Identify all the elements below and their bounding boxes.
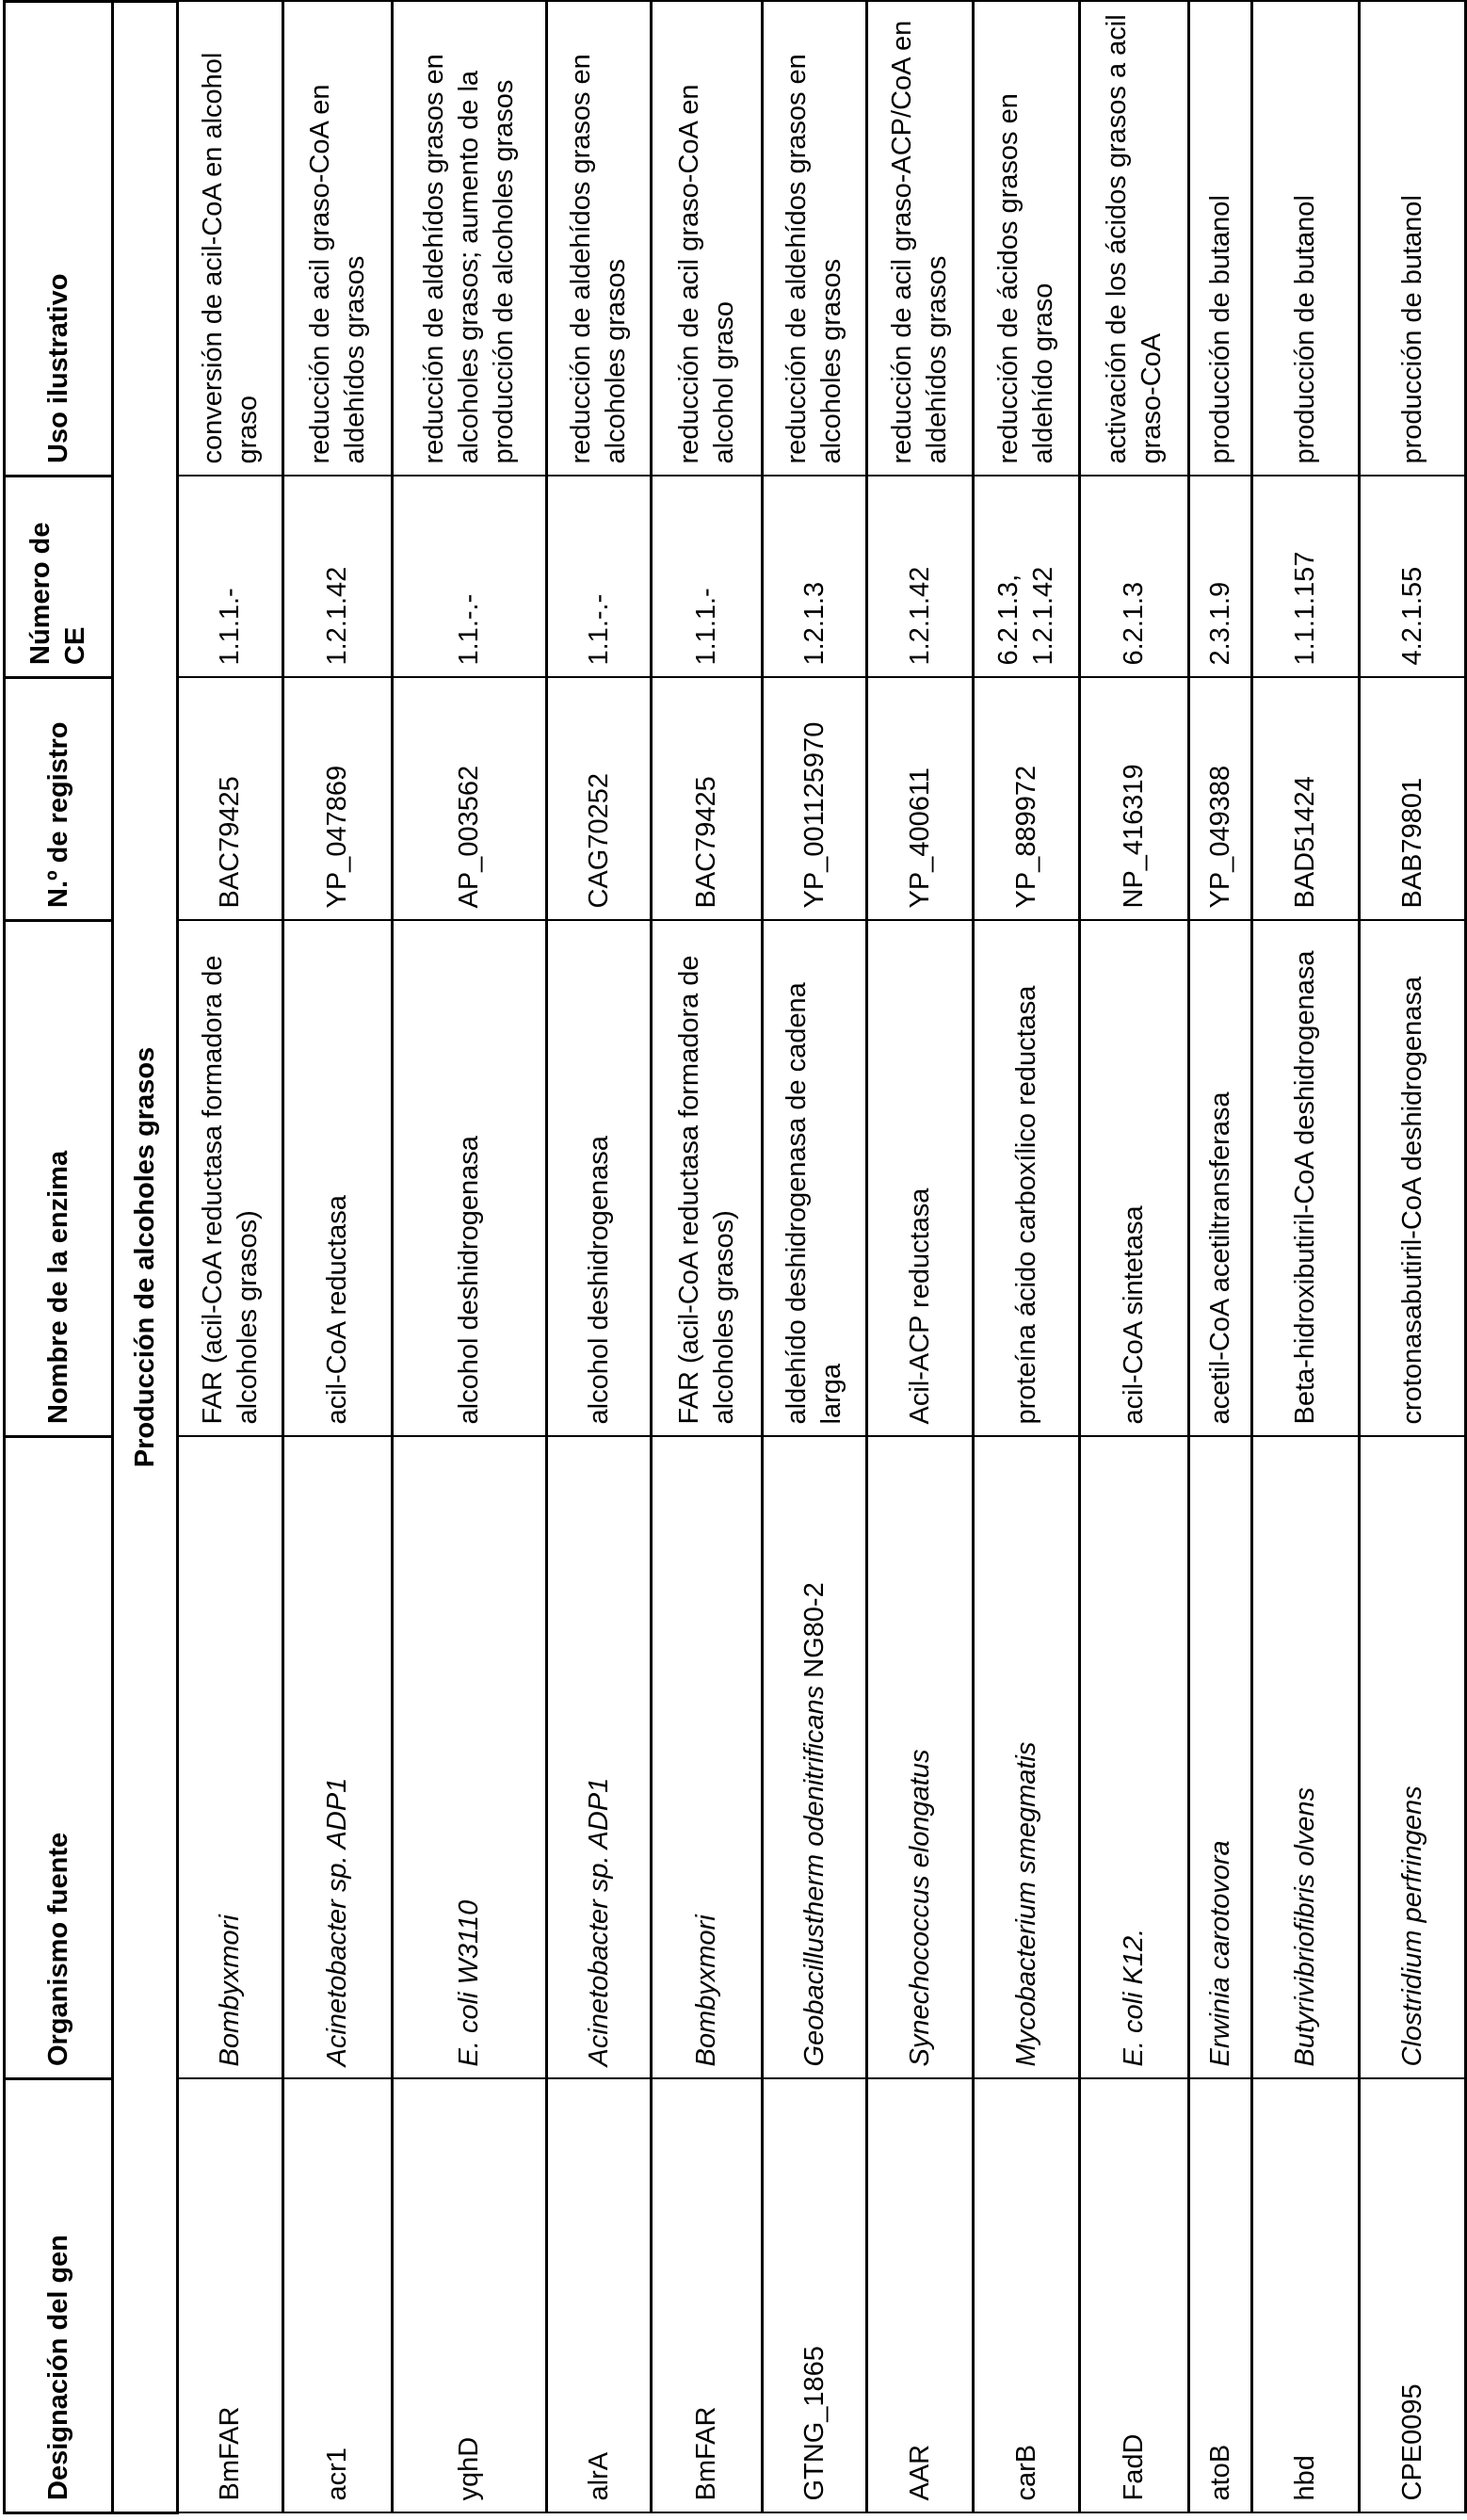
organism-name: Clostridium perfringens xyxy=(1397,1785,1427,2066)
organism-name: E. coli K12. xyxy=(1119,1929,1149,2067)
organism-cell xyxy=(393,1437,547,2079)
accession-cell: BAC79425 xyxy=(178,678,283,921)
accession-cell: YP_047869 xyxy=(283,678,393,921)
ec-number-cell: 2.3.1.9 xyxy=(1189,477,1252,678)
use-cell: reducción de ácidos grasos en aldehído graso xyxy=(974,2,1080,477)
header-organism: Organismo fuente xyxy=(5,1437,113,2079)
use-cell: conversión de acil-CoA en alcohol graso xyxy=(178,2,283,477)
use-cell: reducción de aldehídos grasos en alcoholes grasos xyxy=(547,2,652,477)
accession-cell: YP_889972 xyxy=(974,678,1080,921)
enzyme-cell: acil-CoA sintetasa xyxy=(1080,921,1189,1437)
enzyme-cell: proteína ácido carboxílico reductasa xyxy=(974,921,1080,1437)
ec-number-cell: 1.1.1.- xyxy=(652,477,763,678)
enzyme-cell: FAR (acil-CoA reductasa formadora de alcoholes grasos) xyxy=(178,921,283,1437)
ec-number-cell: 1.1.1.157 xyxy=(1252,477,1360,678)
header-row xyxy=(5,2,113,2513)
organism-cell xyxy=(547,1437,652,2079)
ec-number-cell: 1.1.1.- xyxy=(178,477,283,678)
gene-cell: GTNG_1865 xyxy=(763,2079,867,2513)
organism-name: Acinetobacter sp. ADP1 xyxy=(322,1778,352,2067)
use-cell: reducción de acil graso-ACP/CoA en aldehídos grasos xyxy=(867,2,974,477)
organism-cell xyxy=(867,1437,974,2079)
organism-cell xyxy=(652,1437,763,2079)
table-row xyxy=(1189,2,1252,2513)
enzyme-cell: alcohol deshidrogenasa xyxy=(547,921,652,1437)
organism-name: Mycobacterium smegmatis xyxy=(1011,1742,1041,2067)
gene-cell: CPE0095 xyxy=(1360,2079,1466,2513)
organism-cell xyxy=(283,1437,393,2079)
gene-cell: FadD xyxy=(1080,2079,1189,2513)
gene-cell: BmFAR xyxy=(652,2079,763,2513)
accession-cell: YP_400611 xyxy=(867,678,974,921)
table-row xyxy=(393,2,547,2513)
organism-cell xyxy=(178,1437,283,2079)
accession-cell: BAC79425 xyxy=(652,678,763,921)
ec-number-cell: 1.2.1.42 xyxy=(867,477,974,678)
organism-name: Acinetobacter sp. ADP1 xyxy=(584,1778,614,2067)
table-row xyxy=(178,2,283,2513)
accession-cell: BAB79801 xyxy=(1360,678,1466,921)
header-use: Uso ilustrativo xyxy=(5,2,113,477)
section-title: Producción de alcoholes grasos xyxy=(113,2,178,2513)
ec-number-cell: 6.2.1.3 xyxy=(1080,477,1189,678)
table-row xyxy=(867,2,974,2513)
gene-cell: carB xyxy=(974,2079,1080,2513)
section-row xyxy=(113,2,178,2513)
enzyme-cell: crotonasabutiril-CoA deshidrogenasa xyxy=(1360,921,1466,1437)
gene-cell: acr1 xyxy=(283,2079,393,2513)
accession-cell: YP_049388 xyxy=(1189,678,1252,921)
organism-cell xyxy=(974,1437,1080,2079)
accession-cell: AP_003562 xyxy=(393,678,547,921)
use-cell: reducción de aldehídos grasos en alcoholes grasos xyxy=(763,2,867,477)
use-cell: reducción de aldehídos grasos en alcoholes grasos; aumento de la producción de alcoholes grasos xyxy=(393,2,547,477)
use-cell: reducción de acil graso-CoA en alcohol graso xyxy=(652,2,763,477)
enzyme-cell: Beta-hidroxibutiril-CoA deshidrogenasa xyxy=(1252,921,1360,1437)
gene-cell: alrA xyxy=(547,2079,652,2513)
accession-cell: NP_416319 xyxy=(1080,678,1189,921)
table-row xyxy=(1252,2,1360,2513)
ec-number-cell: 1.1.-.- xyxy=(393,477,547,678)
organism-cell xyxy=(1080,1437,1189,2079)
gene-cell: AAR xyxy=(867,2079,974,2513)
use-cell: producción de butanol xyxy=(1252,2,1360,477)
organism-cell xyxy=(1189,1437,1252,2079)
organism-name: E. coli W3110 xyxy=(454,1900,484,2067)
enzyme-cell: acil-CoA reductasa xyxy=(283,921,393,1437)
use-cell: activación de los ácidos grasos a acil graso-CoA xyxy=(1080,2,1189,477)
accession-cell: CAG70252 xyxy=(547,678,652,921)
enzyme-cell: aldehído deshidrogenasa de cadena larga xyxy=(763,921,867,1437)
organism-name: Bombyxmori xyxy=(215,1914,245,2066)
use-cell: producción de butanol xyxy=(1360,2,1466,477)
enzyme-table xyxy=(3,0,1467,2514)
organism-cell xyxy=(763,1437,867,2079)
table-row xyxy=(1360,2,1466,2513)
gene-cell: BmFAR xyxy=(178,2079,283,2513)
organism-cell xyxy=(1252,1437,1360,2079)
use-cell: producción de butanol xyxy=(1189,2,1252,477)
organism-name: Erwinia carotovora xyxy=(1205,1840,1235,2066)
rotated-table-page xyxy=(3,3,1464,2514)
ec-number-cell: 4.2.1.55 xyxy=(1360,477,1466,678)
table-row xyxy=(1080,2,1189,2513)
organism-cell xyxy=(1360,1437,1466,2079)
enzyme-cell: Acil-ACP reductasa xyxy=(867,921,974,1437)
header-accession: N.º de registro xyxy=(5,678,113,921)
header-enzyme: Nombre de la enzima xyxy=(5,921,113,1437)
header-gene: Designación del gen xyxy=(5,2079,113,2513)
enzyme-cell: FAR (acil-CoA reductasa formadora de alcoholes grasos) xyxy=(652,921,763,1437)
organism-name: Butyrivibriofibris olvens xyxy=(1290,1787,1320,2067)
table-row xyxy=(283,2,393,2513)
header-ec: Número de CE xyxy=(5,477,113,678)
organism-name: Synechococcus elongatus xyxy=(905,1750,935,2067)
table-row xyxy=(547,2,652,2513)
organism-strain: NG80-2 xyxy=(799,1582,830,1678)
organism-name: Geobacillustherm odenitrificans xyxy=(799,1686,830,2067)
gene-cell: hbd xyxy=(1252,2079,1360,2513)
table-row xyxy=(974,2,1080,2513)
gene-cell: yqhD xyxy=(393,2079,547,2513)
gene-cell: atoB xyxy=(1189,2079,1252,2513)
ec-number-cell: 1.2.1.42 xyxy=(283,477,393,678)
table-row xyxy=(763,2,867,2513)
ec-number-cell: 6.2.1.3, 1.2.1.42 xyxy=(974,477,1080,678)
accession-cell: YP_001125970 xyxy=(763,678,867,921)
ec-number-cell: 1.1.-.- xyxy=(547,477,652,678)
organism-name: Bombyxmori xyxy=(691,1914,721,2066)
enzyme-cell: alcohol deshidrogenasa xyxy=(393,921,547,1437)
accession-cell: BAD51424 xyxy=(1252,678,1360,921)
table-row xyxy=(652,2,763,2513)
ec-number-cell: 1.2.1.3 xyxy=(763,477,867,678)
enzyme-cell: acetil-CoA acetiltransferasa xyxy=(1189,921,1252,1437)
use-cell: reducción de acil graso-CoA en aldehídos grasos xyxy=(283,2,393,477)
